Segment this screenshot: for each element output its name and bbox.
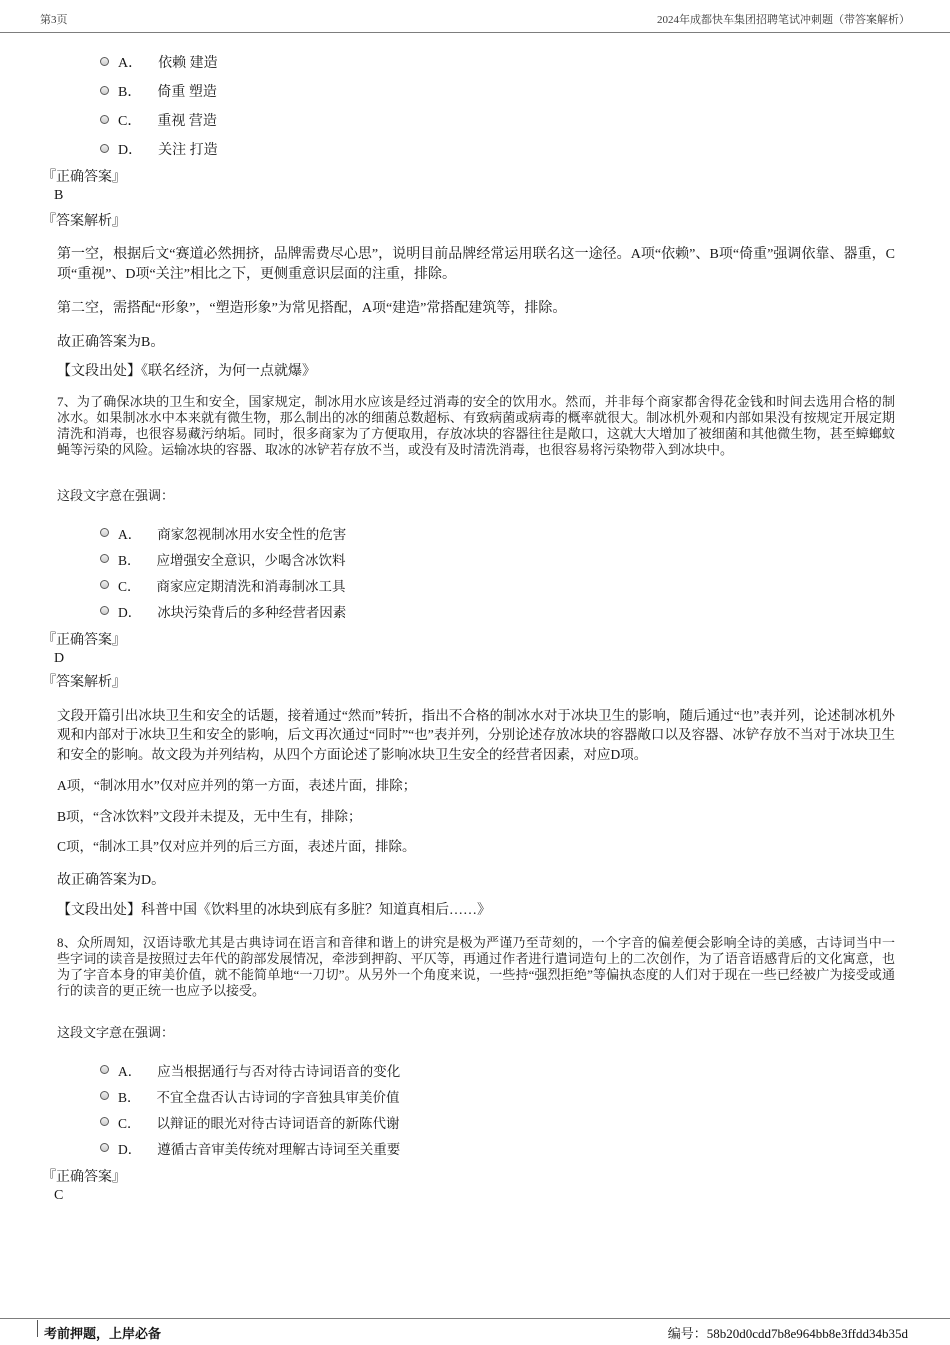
option-row-a[interactable] <box>57 47 895 76</box>
option-row-c[interactable] <box>57 1109 895 1135</box>
radio-button[interactable] <box>100 86 109 95</box>
question8-stem: 8、众所周知，汉语诗歌尤其是古典诗词在语言和音律和谐上的讲究是极为严谨乃至苛刻的，一个字音的偏差便会影响全诗的美感，古诗词当中一些字词的读音是按照过去年代的韵部发展情况，牵涉到押韵、平仄等，再通过作者进行遣词造句上的二次创作，为了语音语感背后的文化寓意，也为了字音本身的审美价值，就不能简单地“一刀切”。从另外一个角度来说，一些持“强烈拒绝”等偏执态度的人们对于现在一些已经被广为接受或通行的读音的更正统一也应予以接受。 <box>57 934 895 998</box>
conclusion-line: 故正确答案为B。 <box>57 334 165 350</box>
analysis-paragraph: 第二空，需搭配“形象”，“塑造形象”为常见搭配，A项“建造”常搭配建筑等，排除。 <box>57 301 567 316</box>
document-title: 2024年成都快车集团招聘笔试冲刺题（带答案解析） <box>657 14 910 26</box>
option-text: 倚重 塑造 <box>157 84 217 100</box>
document-serial-number: 编号：58b20d0cdd7b8e964bb8e3ffdd34b35d <box>667 1325 908 1341</box>
option-row-d[interactable] <box>57 598 895 624</box>
radio-button[interactable] <box>100 144 109 153</box>
radio-button[interactable] <box>100 57 109 66</box>
correct-answer-label: 『正确答案』 <box>42 632 126 648</box>
analysis-label: 『答案解析』 <box>42 674 126 690</box>
question8-prompt: 这段文字意在强调： <box>57 1024 175 1040</box>
analysis-paragraph: 第一空，根据后文“赛道必然拥挤，品牌需费尽心思”，说明目前品牌经常运用联名这一途径。A项“依赖”、B项“倚重”强调依靠、器重，C项“重视”、D项“关注”相比之下，更侧重意识层面的注重，排除。 <box>57 247 895 282</box>
radio-button[interactable] <box>100 580 109 589</box>
option-letter: D． <box>118 142 143 158</box>
correct-answer-value: C <box>54 1187 64 1203</box>
option-text: 依赖 建造 <box>158 55 218 71</box>
page-footer <box>0 1318 950 1345</box>
option-text: 商家应定期清洗和消毒制冰工具 <box>156 578 346 594</box>
radio-button[interactable] <box>100 115 109 124</box>
option-row-b[interactable] <box>57 76 895 105</box>
correct-answer-value: D <box>54 650 65 666</box>
option-text: 商家忽视制冰用水安全性的危害 <box>157 526 347 542</box>
option-text: 应增强安全意识，少喝含冰饮料 <box>156 552 346 568</box>
option-row-b[interactable] <box>57 1083 895 1109</box>
option-letter: C． <box>118 113 142 129</box>
page-number: 第3页 <box>40 14 68 26</box>
analysis-point-a: A项，“制冰用水”仅对应并列的第一方面，表述片面，排除； <box>57 778 417 793</box>
option-letter: D． <box>118 604 142 620</box>
option-row-c[interactable] <box>57 105 895 134</box>
correct-answer-label: 『正确答案』 <box>42 170 126 185</box>
analysis-label: 『答案解析』 <box>42 214 126 229</box>
radio-button[interactable] <box>100 606 109 615</box>
option-text: 遵循古音审美传统对理解古诗词至关重要 <box>157 1141 401 1157</box>
option-text: 以辩证的眼光对待古诗词语音的新陈代谢 <box>156 1115 400 1131</box>
footer-frame-tick <box>37 1320 38 1337</box>
question6-options <box>57 47 895 163</box>
correct-answer-label: 『正确答案』 <box>42 1169 126 1185</box>
option-row-d[interactable] <box>57 1135 895 1161</box>
radio-button[interactable] <box>100 1117 109 1126</box>
page-content <box>0 47 950 1205</box>
option-text: 重视 营造 <box>157 113 217 129</box>
question7-stem: 7、为了确保冰块的卫生和安全，国家规定，制冰用水应该是经过消毒的安全的饮用水。然而，并非每个商家都舍得花金钱和时间去选用合格的制冰水。如果制冰水中本来就有微生物，那么制出的冰的细菌总数超标、有致病菌或病毒的概率就很大。制冰机外观和内部如果没有按规定开展定期清洗和消毒，也很容易藏污纳垢。同时，很多商家为了方便取用，存放冰块的容器往往是敞口，这就大大增加了被细菌和其他微生物，甚至蟑螂蚊蝇等污染的风险。运输冰块的容器、取冰的冰铲若存放不当，或没有及时清洗消毒，也很容易将污染物带入到冰块中。 <box>57 393 895 457</box>
option-letter: D． <box>118 1141 142 1157</box>
radio-button[interactable] <box>100 1091 109 1100</box>
question8-options <box>57 1057 895 1161</box>
option-letter: B． <box>118 1089 141 1105</box>
option-row-a[interactable] <box>57 520 895 546</box>
analysis-point-c: C项，“制冰工具”仅对应并列的后三方面，表述片面，排除。 <box>57 839 416 854</box>
option-letter: C． <box>118 1115 141 1131</box>
radio-button[interactable] <box>100 1143 109 1152</box>
option-text: 应当根据通行与否对待古诗词语音的变化 <box>157 1063 401 1079</box>
option-letter: A． <box>118 1063 142 1079</box>
option-letter: A． <box>118 55 143 71</box>
analysis-paragraph: 文段开篇引出冰块卫生和安全的话题，接着通过“然而”转折，指出不合格的制冰水对于冰块卫生的影响，随后通过“也”表并列，论述制冰机外观和内部对于冰块卫生和安全的影响，后文再次通过“同时”“也”表并列，分别论述存放冰块的容器敞口以及容器、冰铲存放不当对于冰块卫生和安全的影响。故文段为并列结构，从四个方面论述了影响冰块卫生安全的经营者因素，对应D项。 <box>57 707 895 762</box>
option-letter: C． <box>118 578 141 594</box>
analysis-point-b: B项，“含冰饮料”文段并未提及，无中生有，排除； <box>57 808 362 824</box>
question7-options <box>57 520 895 624</box>
option-row-c[interactable] <box>57 572 895 598</box>
radio-button[interactable] <box>100 528 109 537</box>
option-letter: B． <box>118 552 141 568</box>
option-row-a[interactable] <box>57 1057 895 1083</box>
question7-prompt: 这段文字意在强调： <box>57 487 175 503</box>
option-text: 冰块污染背后的多种经营者因素 <box>157 604 347 620</box>
footer-slogan: 考前押题，上岸必备 <box>44 1325 162 1341</box>
option-row-d[interactable] <box>57 134 895 163</box>
option-text: 不宜全盘否认古诗词的字音独具审美价值 <box>156 1089 400 1105</box>
radio-button[interactable] <box>100 554 109 563</box>
radio-button[interactable] <box>100 1065 109 1074</box>
source-line: 【文段出处】科普中国《饮料里的冰块到底有多脏？知道真相后……》 <box>57 903 491 918</box>
option-text: 关注 打造 <box>158 142 218 158</box>
conclusion-line: 故正确答案为D。 <box>57 872 166 888</box>
page-header <box>0 0 950 33</box>
source-line: 【文段出处】《联名经济，为何一点就爆》 <box>57 364 316 379</box>
correct-answer-value: B <box>54 188 64 203</box>
option-letter: A． <box>118 526 142 542</box>
option-row-b[interactable] <box>57 546 895 572</box>
option-letter: B． <box>118 84 142 100</box>
